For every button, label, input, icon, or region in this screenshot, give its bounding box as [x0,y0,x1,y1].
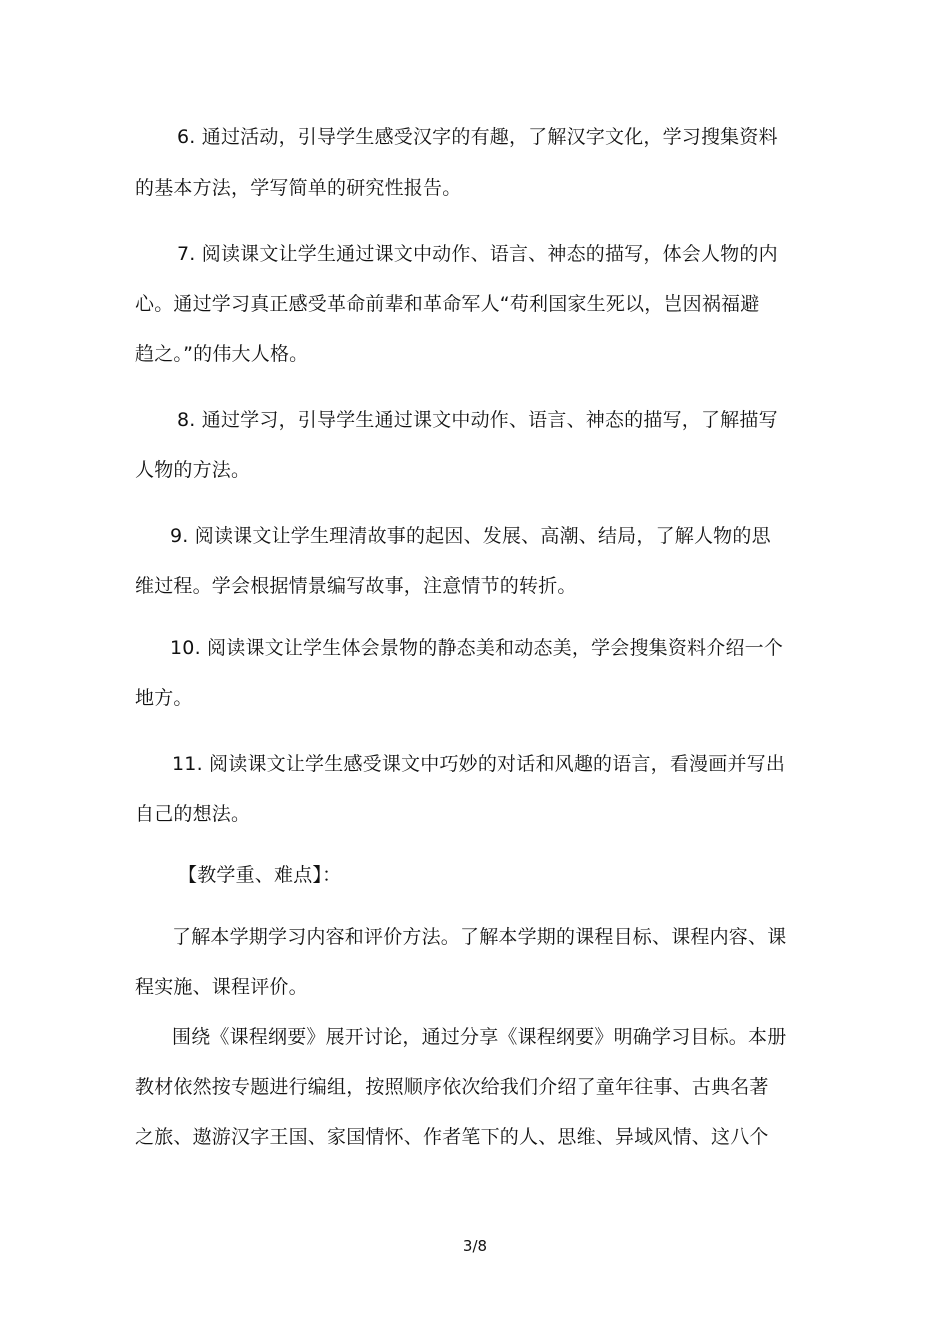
item-10-line-2: 地方。 [135,687,193,709]
item-7-line-1: 7. 阅读课文让学生通过课文中动作、语言、神态的描写，体会人物的内 [177,243,778,265]
section-heading: 【教学重、难点】： [178,864,342,886]
item-9-line-1: 9. 阅读课文让学生理清故事的起因、发展、高潮、结局，了解人物的思 [170,525,771,547]
item-8-line-1: 8. 通过学习，引导学生通过课文中动作、语言、神态的描写，了解描写 [177,409,778,431]
item-10-line-1: 10. 阅读课文让学生体会景物的静态美和动态美，学会搜集资料介绍一个 [170,637,784,659]
item-6-line-1: 6. 通过活动，引导学生感受汉字的有趣，了解汉字文化，学习搜集资料 [177,126,778,148]
item-8-line-2: 人物的方法。 [135,459,251,481]
item-11-line-1: 11. 阅读课文让学生感受课文中巧妙的对话和风趣的语言，看漫画并写出 [172,753,786,775]
body-paragraph-2-line-2: 教材依然按专题进行编组，按照顺序依次给我们介绍了童年往事、古典名著 [135,1076,769,1098]
body-paragraph-1-line-2: 程实施、课程评价。 [135,976,308,998]
item-7-line-2: 心。通过学习真正感受革命前辈和革命军人“苟利国家生死以，岂因祸福避 [135,293,760,315]
body-paragraph-1-line-1: 了解本学期学习内容和评价方法。了解本学期的课程目标、课程内容、课 [172,926,787,948]
page-number: 3/8 [462,1237,488,1255]
item-11-line-2: 自己的想法。 [135,803,251,825]
body-paragraph-2-line-1: 围绕《课程纲要》展开讨论，通过分享《课程纲要》明确学习目标。本册 [172,1026,787,1048]
item-6-line-2: 的基本方法，学写简单的研究性报告。 [135,177,462,199]
body-paragraph-2-line-3: 之旅、遨游汉字王国、家国情怀、作者笔下的人、思维、异域风情、这八个 [135,1126,769,1148]
item-7-line-3: 趋之。”的伟大人格。 [135,343,309,365]
item-9-line-2: 维过程。学会根据情景编写故事，注意情节的转折。 [135,575,577,597]
